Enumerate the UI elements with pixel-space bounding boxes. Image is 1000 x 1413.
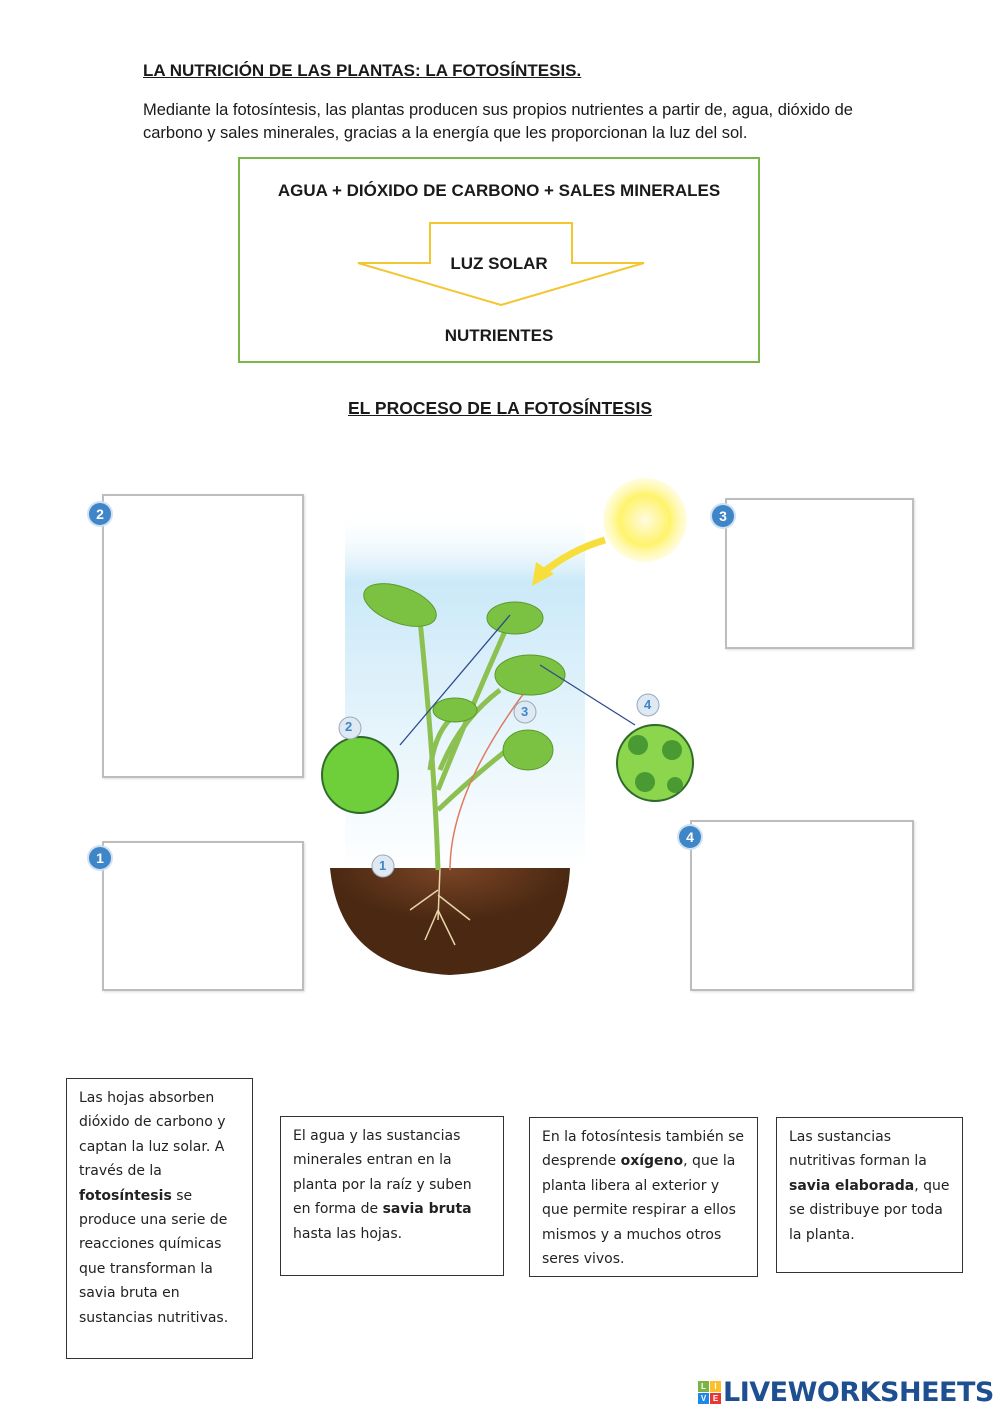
soil	[330, 868, 570, 975]
equation-box	[238, 157, 760, 363]
illustration-label-2: 2	[345, 719, 353, 734]
section-title: EL PROCESO DE LA FOTOSÍNTESIS	[347, 398, 653, 418]
equation-energy: LUZ SOLAR	[450, 254, 548, 273]
badge-4: 4	[679, 826, 701, 848]
illustration-label-4: 4	[644, 697, 652, 712]
illustration-label-3: 3	[521, 704, 529, 719]
card-savia-bruta[interactable]: El agua y las sustancias minerales entran en la planta por la raíz y suben en forma de savia bruta hasta las hojas.	[280, 1116, 504, 1276]
logo-text: LIVEWORKSHEETS	[723, 1377, 994, 1408]
intro-paragraph: Mediante la fotosíntesis, las plantas producen sus propios nutrientes a partir de, agua, dióxido de carbono y sales minerales, gracias a la energía que les proporcionan la luz del sol.	[143, 101, 853, 142]
badge-3: 3	[712, 505, 734, 527]
leaf-detail-circle	[322, 737, 398, 813]
card-hojas[interactable]: Las hojas absorben dióxido de carbono y captan la luz solar. A través de la fotosíntesis se produce una serie de reacciones químicas que transforman la savia bruta en sustancias nutritivas.	[66, 1078, 253, 1359]
answer-box-3[interactable]	[725, 498, 914, 649]
logo-icon: L I V E	[698, 1381, 721, 1404]
answer-box-2[interactable]	[102, 494, 304, 778]
plant-illustration	[310, 470, 730, 990]
card-savia-elaborada[interactable]: Las sustancias nutritivas forman la savia elaborada, que se distribuye por toda la planta.	[776, 1117, 963, 1273]
answer-box-4[interactable]	[690, 820, 914, 991]
cell-detail-circle	[617, 725, 693, 801]
answer-box-1[interactable]	[102, 841, 304, 991]
page-title: LA NUTRICIÓN DE LAS PLANTAS: LA FOTOSÍNTESIS.	[143, 61, 582, 80]
sun-icon	[603, 478, 687, 562]
equation-inputs: AGUA + DIÓXIDO DE CARBONO + SALES MINERALES	[277, 181, 721, 200]
badge-1: 1	[89, 847, 111, 869]
illustration-label-1: 1	[379, 858, 387, 873]
badge-2: 2	[89, 503, 111, 525]
equation-output: NUTRIENTES	[444, 326, 554, 345]
card-oxigeno[interactable]: En la fotosíntesis también se desprende oxígeno, que la planta libera al exterior y que permite respirar a ellos mismos y a muchos otros seres vivos.	[529, 1117, 758, 1277]
liveworksheets-logo	[698, 1377, 994, 1408]
